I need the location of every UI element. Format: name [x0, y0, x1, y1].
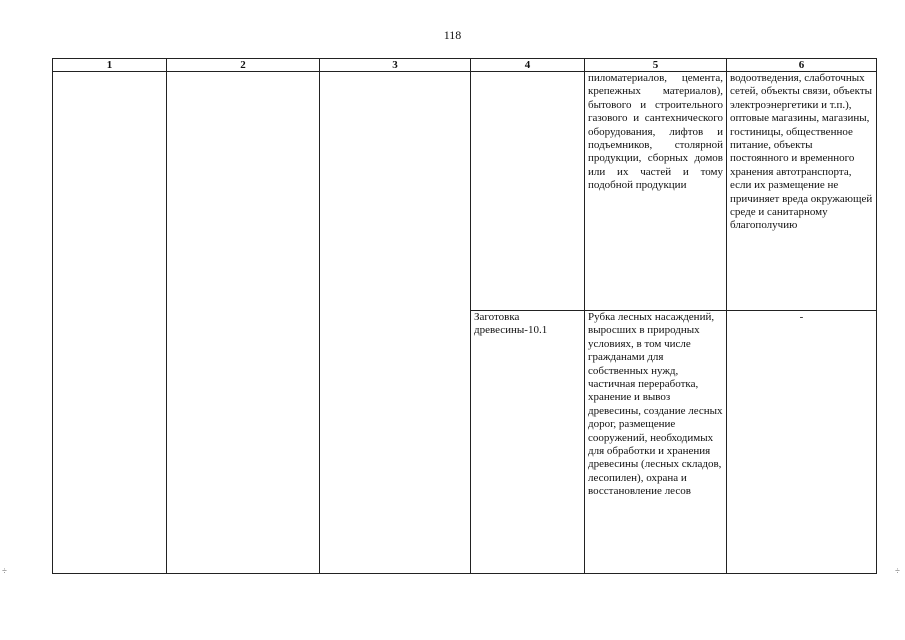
column-header-3: 3 [320, 59, 471, 72]
cell-col2 [167, 72, 320, 574]
column-header-2: 2 [167, 59, 320, 72]
cell-col6-dash: - [727, 311, 877, 574]
cell-text: Рубка лесных насаждений, выросших в природных условиях, в том числе гражданами для собственных нужд, частичная переработка, хранение и вывоз древесины, создание лесных дорог, размещение сооружений, необходимых для обработки и хранения древесины (лесных складов, лесопилен), охрана и восстановление лесов [588, 311, 723, 498]
column-header-5: 5 [585, 59, 727, 72]
cell-col5-use-description [585, 311, 727, 574]
cell-col5-products-description [585, 72, 727, 311]
column-header-4: 4 [471, 59, 585, 72]
cell-col4-use-type [471, 311, 585, 574]
cell-text: водоотведения, слаботочных сетей, объекты связи, объекты электроэнергетики и т.п.), оптовые магазины, магазины, гостиницы, общественное питание, объекты постоянного и временного хранения автотранспорта, если их размещение не причиняет вреда окружающей среде и санитарному благополучию [730, 72, 873, 232]
land-use-regulations-table [52, 58, 877, 574]
column-header-1: 1 [53, 59, 167, 72]
cell-col3 [320, 72, 471, 574]
column-header-6: 6 [727, 59, 877, 72]
cell-col6-permitted-objects [727, 72, 877, 311]
cell-text: Заготовка древесины-10.1 [474, 311, 548, 337]
right-margin-mark: ÷ [895, 566, 900, 576]
cell-text: пиломатериалов, цемента, крепежных материалов), бытового и строительного газового и сантехнического оборудования, лифтов и подъемников, столярной продукции, сборных домов или их частей и тому подобной продукции [588, 72, 723, 192]
table-row [53, 72, 877, 311]
page-number: 118 [443, 28, 462, 42]
left-margin-mark: ÷ [2, 566, 7, 576]
table-header-row [53, 59, 877, 72]
cell-col1 [53, 72, 167, 574]
cell-col4 [471, 72, 585, 311]
